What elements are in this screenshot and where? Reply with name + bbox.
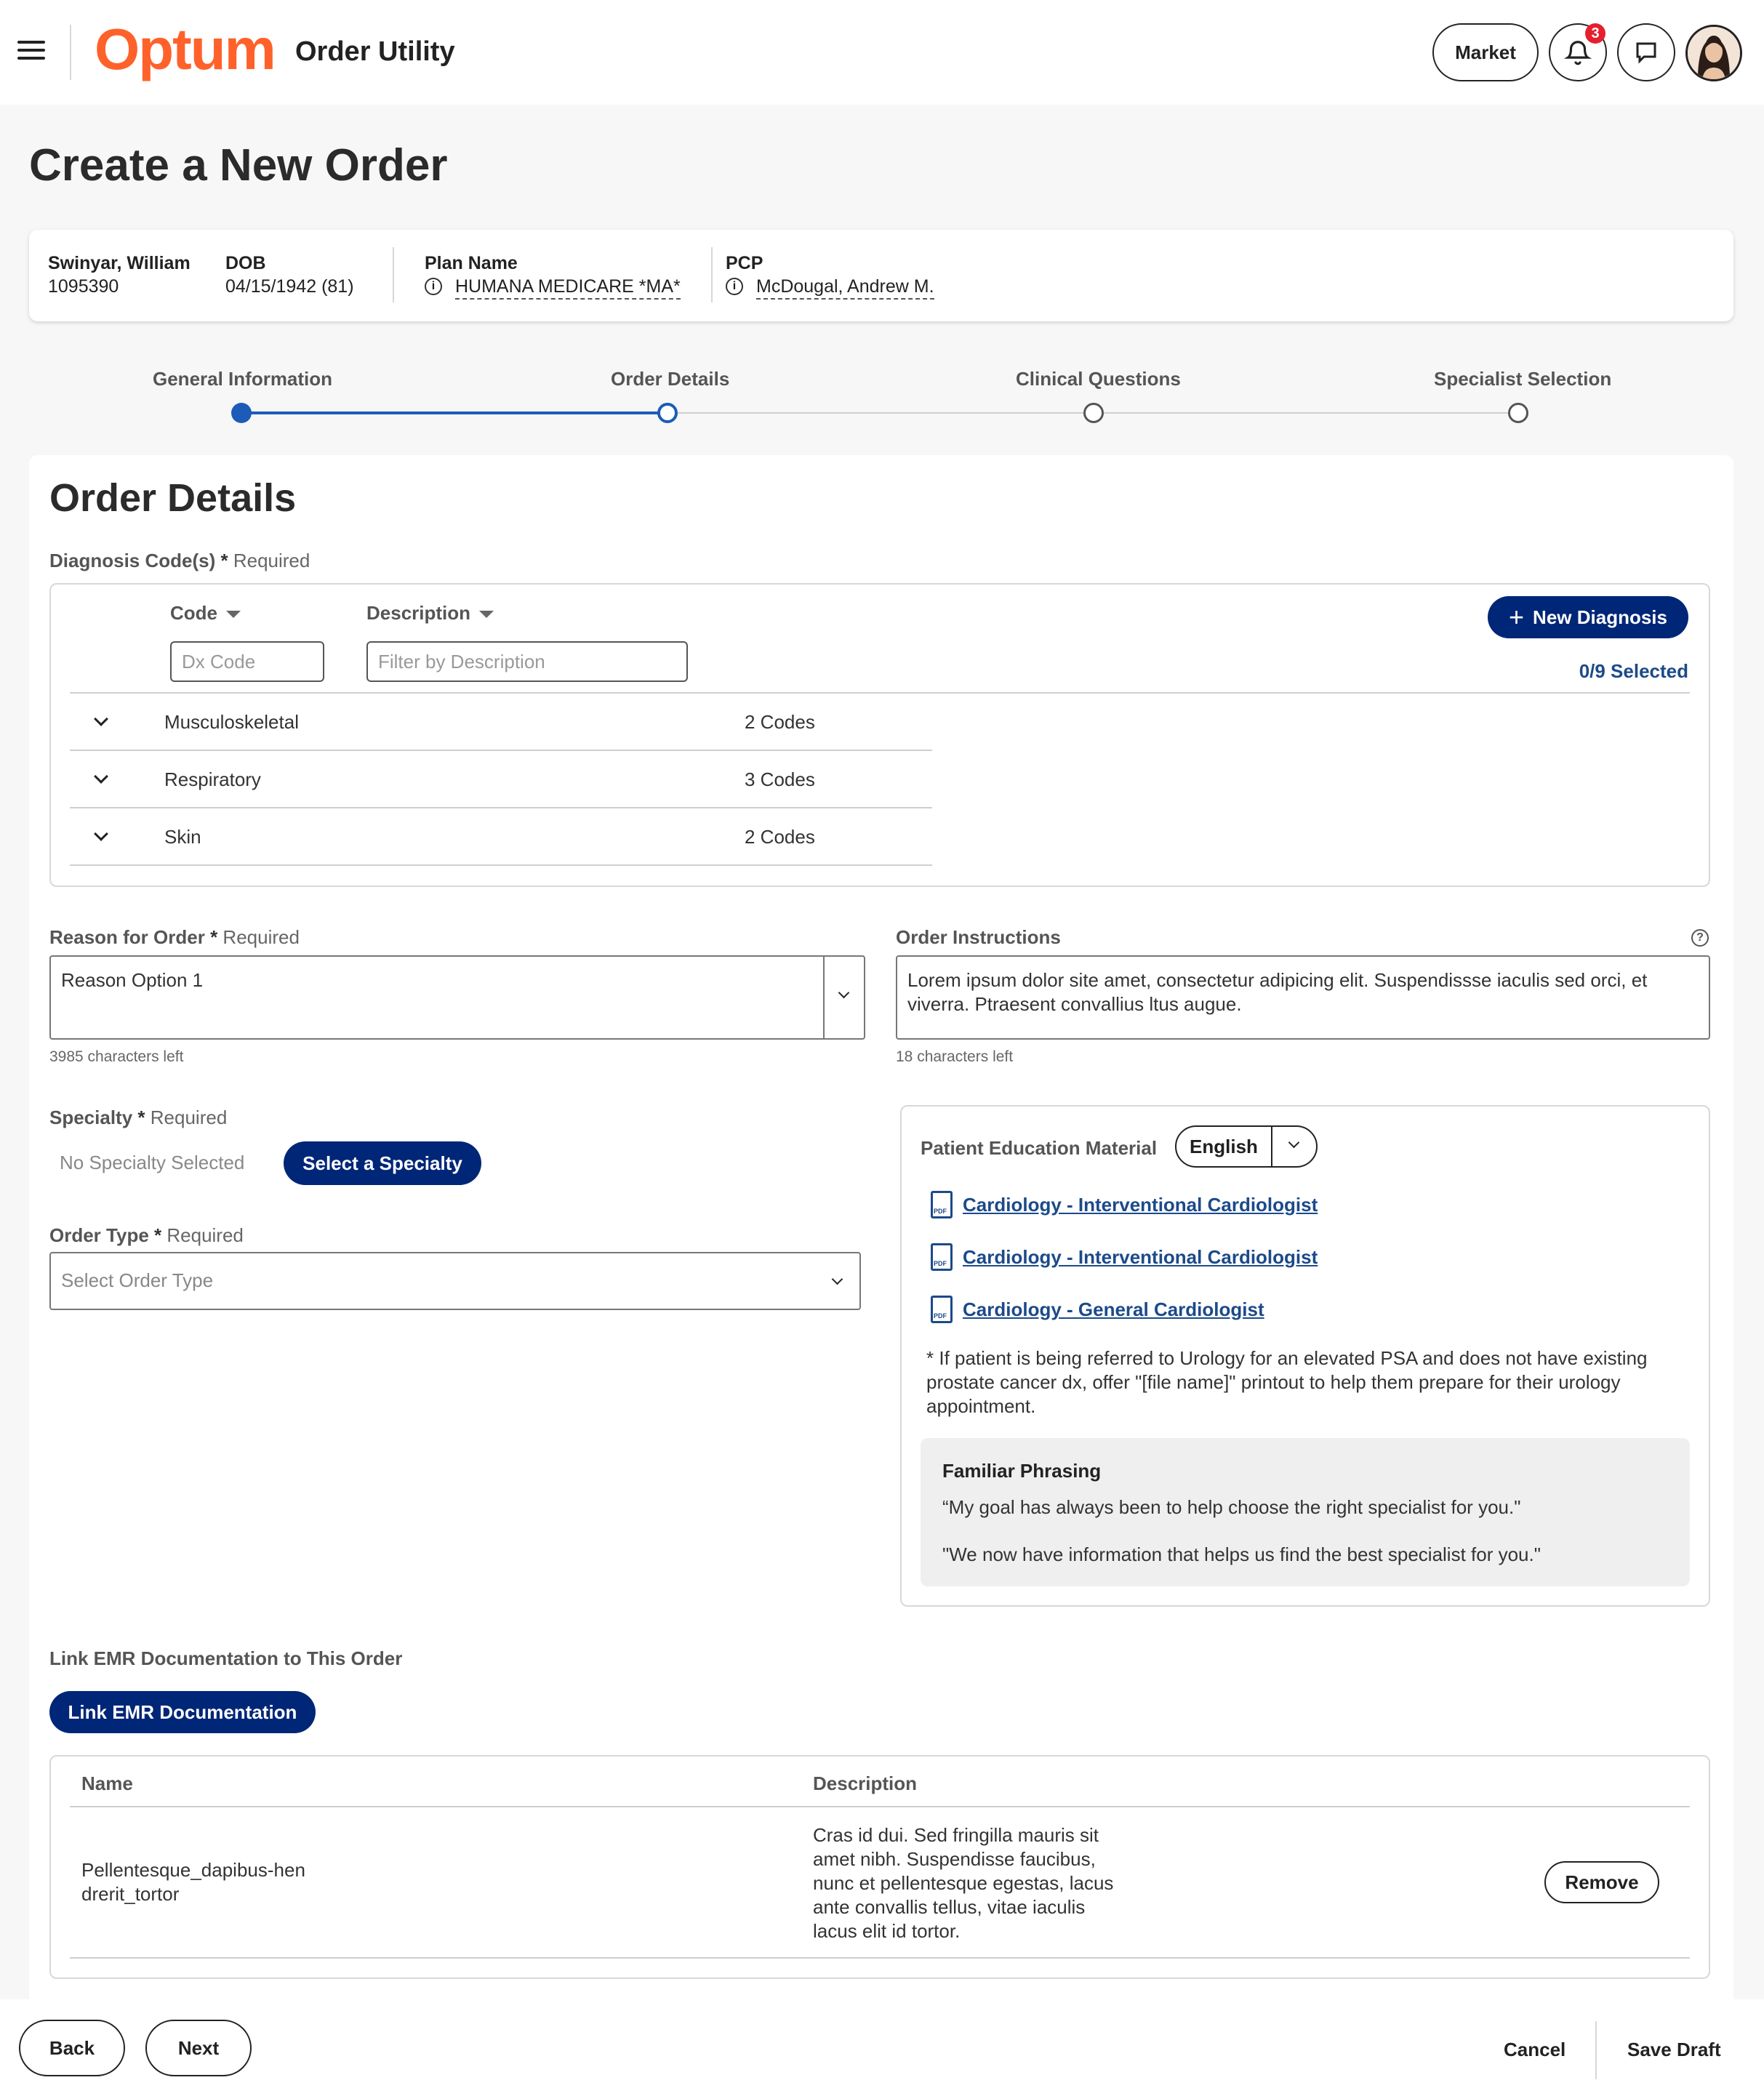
diagnosis-table <box>49 583 1710 887</box>
specialty-label <box>49 1107 227 1129</box>
next-button[interactable]: Next <box>145 2020 252 2076</box>
market-button[interactable]: Market <box>1432 23 1539 81</box>
save-draft-button[interactable]: Save Draft <box>1627 2039 1721 2060</box>
menu-icon[interactable] <box>17 41 45 63</box>
step-dot-pending <box>1508 403 1528 423</box>
remove-button[interactable]: Remove <box>1544 1861 1659 1903</box>
step-clinical-questions[interactable]: Clinical Questions <box>1016 368 1181 390</box>
new-diagnosis-button[interactable] <box>1488 596 1688 638</box>
reason-dropdown-toggle[interactable] <box>823 955 865 1040</box>
pdf-icon <box>931 1191 953 1218</box>
reason-value: Reason Option 1 <box>61 969 204 991</box>
group-name: Musculoskeletal <box>164 711 299 733</box>
optum-logo: Optum <box>95 17 275 81</box>
group-count: 2 Codes <box>745 826 815 848</box>
card-divider <box>393 247 394 302</box>
pdf-icon <box>931 1243 953 1271</box>
group-name: Skin <box>164 826 201 848</box>
reason-select[interactable] <box>49 955 865 1040</box>
step-dot-complete <box>231 403 252 423</box>
instructions-char-count: 18 characters left <box>896 1048 1014 1065</box>
required-asterisk: * <box>210 926 218 948</box>
instructions-textarea[interactable]: Lorem ipsum dolor site amet, consectetur adipicing elit. Suspendissse iaculis sed orci, et viverra. Ptraesent convallius ltus augue. <box>896 955 1710 1040</box>
required-text: Required <box>150 1107 228 1128</box>
pcp-link[interactable]: McDougal, Andrew M. <box>756 276 934 300</box>
phrase-text: “My goal has always been to help choose the right specialist for you." <box>942 1496 1521 1518</box>
diagnosis-label <box>49 550 310 572</box>
table-divider <box>70 1806 1690 1807</box>
pdf-icon <box>931 1296 953 1323</box>
emr-doc-description: Cras id dui. Sed fringilla mauris sit amet nibh. Suspendisse faucibus, nunc et pellentesque egestas, lacus ante convallis tellus, vitae iaculis lacus elit id tortor. <box>813 1824 1114 1942</box>
emr-label: Link EMR Documentation to This Order <box>49 1647 403 1669</box>
back-button[interactable]: Back <box>19 2020 125 2076</box>
diagnosis-label-text: Diagnosis Code(s) <box>49 550 216 571</box>
patient-name: Swinyar, William <box>48 253 191 273</box>
patient-id: 1095390 <box>48 276 119 297</box>
step-general-information[interactable]: General Information <box>153 368 333 390</box>
education-label: Patient Education Material <box>921 1137 1158 1159</box>
education-document-link[interactable]: Cardiology - General Cardiologist <box>963 1298 1264 1320</box>
sort-caret-icon <box>226 611 241 618</box>
row-divider <box>70 807 932 808</box>
top-bar <box>0 0 1764 105</box>
instructions-label: Order Instructions <box>896 926 1061 948</box>
chat-icon <box>1633 39 1659 65</box>
table-divider <box>70 692 1690 694</box>
step-dot-current <box>657 403 678 423</box>
reason-label <box>49 926 300 949</box>
select-specialty-button[interactable]: Select a Specialty <box>284 1141 481 1185</box>
education-note: * If patient is being referred to Urology for an elevated PSA and does not have existing prostate cancer dx, offer "[file name]" printout to help them prepare for their urology appointment. <box>926 1347 1648 1417</box>
education-document-link[interactable]: Cardiology - Interventional Cardiologist <box>963 1194 1318 1216</box>
footer-divider <box>1595 2021 1597 2079</box>
plan-label: Plan Name <box>425 253 518 273</box>
required-asterisk: * <box>154 1224 162 1246</box>
required-text: Required <box>233 550 310 571</box>
specialty-label-text: Specialty <box>49 1107 133 1128</box>
phrase-text: "We now have information that helps us find the best specialist for you." <box>942 1543 1541 1565</box>
dx-code-filter[interactable] <box>170 641 324 682</box>
link-emr-button[interactable]: Link EMR Documentation <box>49 1691 316 1733</box>
reason-label-text: Reason for Order <box>49 926 205 948</box>
cancel-button[interactable]: Cancel <box>1504 2039 1566 2060</box>
group-count: 2 Codes <box>745 711 815 733</box>
new-diagnosis-label: New Diagnosis <box>1533 606 1667 628</box>
group-name: Respiratory <box>164 768 261 790</box>
help-icon[interactable]: ? <box>1691 929 1709 947</box>
name-column-header: Name <box>81 1772 133 1794</box>
pcp-label: PCP <box>726 253 763 273</box>
dob-label: DOB <box>225 253 266 273</box>
section-title: Order Details <box>49 476 297 520</box>
code-column-header[interactable] <box>170 602 241 625</box>
group-count: 3 Codes <box>745 768 815 790</box>
phrasing-title: Familiar Phrasing <box>942 1460 1102 1482</box>
messages-button[interactable] <box>1617 23 1675 81</box>
step-dot-pending <box>1083 403 1104 423</box>
info-icon[interactable]: i <box>726 278 743 295</box>
step-specialist-selection[interactable]: Specialist Selection <box>1434 368 1612 390</box>
header-divider <box>70 25 71 80</box>
info-icon[interactable]: i <box>425 278 442 295</box>
patient-info-card <box>29 230 1733 321</box>
row-divider <box>70 750 932 751</box>
familiar-phrasing-box <box>921 1438 1690 1586</box>
footer-action-bar <box>0 1999 1764 2096</box>
plan-name-link[interactable]: HUMANA MEDICARE *MA* <box>455 276 681 300</box>
description-header-text: Description <box>366 602 471 624</box>
reason-char-count: 3985 characters left <box>49 1048 184 1065</box>
selected-count: 0/9 Selected <box>1579 660 1688 682</box>
required-text: Required <box>222 926 300 948</box>
description-filter[interactable] <box>366 641 688 682</box>
app-title: Order Utility <box>295 36 455 67</box>
dob-value: 04/15/1942 (81) <box>225 276 354 297</box>
notification-badge: 3 <box>1585 23 1605 44</box>
order-type-label-text: Order Type <box>49 1224 149 1246</box>
description-column-header[interactable] <box>366 602 494 625</box>
required-text: Required <box>167 1224 244 1246</box>
bell-icon <box>1564 38 1592 67</box>
card-divider <box>711 247 713 302</box>
required-asterisk: * <box>137 1107 145 1128</box>
stepper-progress-line <box>241 411 667 414</box>
row-divider <box>70 1957 1690 1959</box>
chevron-down-icon <box>1288 1137 1300 1149</box>
order-type-label <box>49 1224 244 1247</box>
language-select[interactable] <box>1175 1125 1318 1168</box>
specialty-value: No Specialty Selected <box>60 1152 245 1173</box>
row-divider <box>70 864 932 866</box>
user-avatar[interactable] <box>1685 25 1742 81</box>
education-document-link[interactable]: Cardiology - Interventional Cardiologist <box>963 1246 1318 1268</box>
sort-caret-icon <box>479 611 494 618</box>
chevron-down-icon <box>838 987 850 999</box>
plus-icon: + <box>1509 602 1525 632</box>
required-asterisk: * <box>220 550 228 571</box>
order-type-select[interactable] <box>49 1252 861 1310</box>
order-type-placeholder: Select Order Type <box>61 1269 214 1291</box>
emr-doc-name: Pellentesque_dapibus-hendrerit_tortor <box>81 1859 305 1905</box>
step-order-details[interactable]: Order Details <box>611 368 730 390</box>
code-header-text: Code <box>170 602 217 624</box>
page-title: Create a New Order <box>29 140 448 190</box>
language-value: English <box>1176 1127 1272 1166</box>
description-column-header: Description <box>813 1772 918 1794</box>
